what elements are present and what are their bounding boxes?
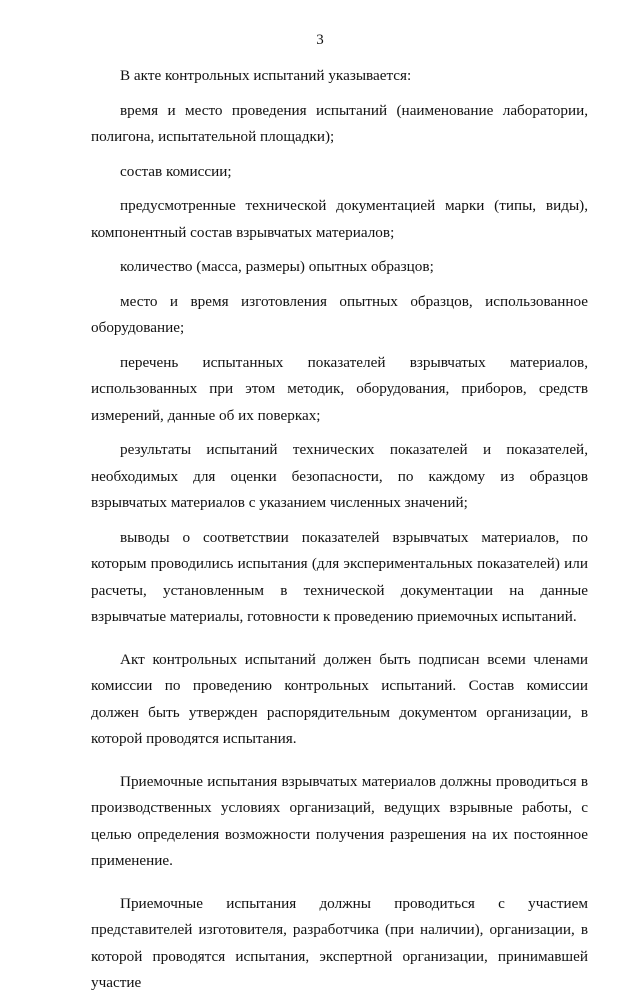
document-body	[91, 63, 588, 1005]
page-number: 3	[316, 32, 324, 48]
paragraph-quantity: количество (масса, размеры) опытных образцов;	[120, 258, 434, 275]
paragraph-indicators-list: перечень испытанных показателей взрывчатых материалов, использованных при этом методик, оборудования, приборов, средств измерений, данные об их поверках;	[91, 353, 588, 424]
paragraph-test-results: результаты испытаний технических показателей и показателей, необходимых для оценки безопасности, по каждому из образцов взрывчатых материалов с указанием численных значений;	[91, 441, 588, 511]
paragraph-acceptance-tests: Приемочные испытания взрывчатых материалов должны проводиться в производственных условиях организаций, ведущих взрывные работы, с целью определения возможности получения разрешения на их постоянное применение.	[91, 772, 588, 869]
paragraph-grades: предусмотренные технической документацией марки (типы, виды), компонентный состав взрывчатых материалов;	[91, 197, 588, 241]
paragraph-commission: состав комиссии;	[120, 162, 232, 180]
paragraph-conclusions: выводы о соответствии показателей взрывчатых материалов, по которым проводились испытания (для экспериментальных показателей) или расчеты, установленным в технической документации на данные взрывчатые материалы, готовности к проведению приемочных испытаний.	[91, 528, 588, 625]
paragraph-act-signature: Акт контрольных испытаний должен быть подписан всеми членами комиссии по проведению контрольных испытаний. Состав комиссии должен быть утвержден распорядительным документом организации, в которой проводятся испытания.	[91, 650, 588, 747]
paragraph-manufacture: место и время изготовления опытных образцов, использованное оборудование;	[91, 292, 588, 336]
paragraph-time-place: время и место проведения испытаний (наименование лаборатории, полигона, испытательной площадки);	[91, 101, 588, 145]
paragraph-intro: В акте контрольных испытаний указывается:	[120, 67, 412, 84]
paragraph-acceptance-participants: Приемочные испытания должны проводиться с участием представителей изготовителя, разработчика (при наличии), организации, в которой проводятся испытания, экспертной организации, принимавшей участие	[91, 894, 588, 991]
